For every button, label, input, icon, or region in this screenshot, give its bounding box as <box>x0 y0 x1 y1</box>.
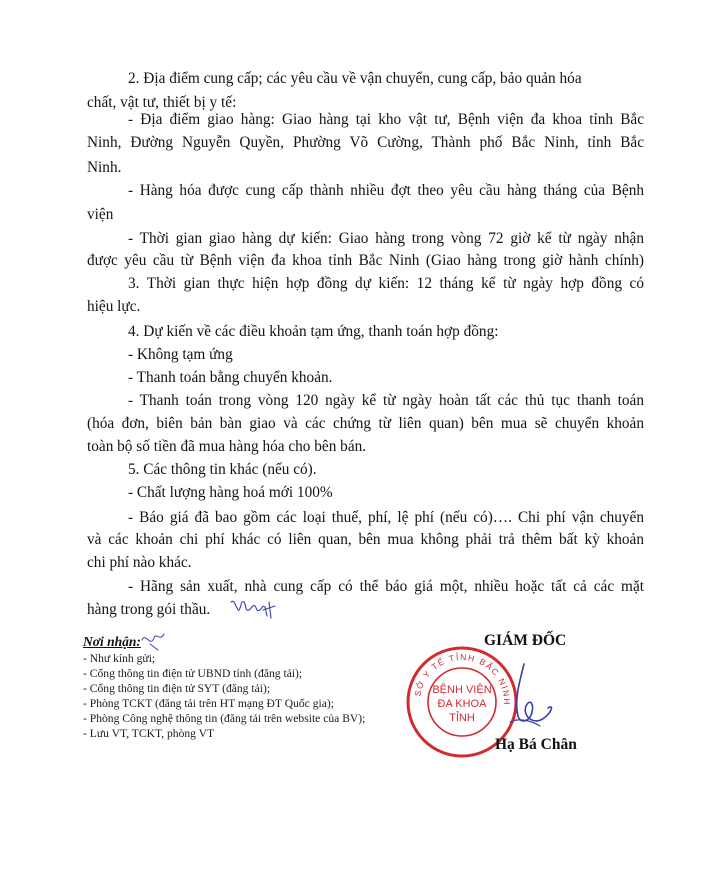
body-line: và các khoản chi phí khác có liên quan, bên mua không phải trả thêm bất kỳ khoản <box>87 531 644 548</box>
initials-scribble <box>229 596 279 620</box>
recipient-item: - Phòng Công nghệ thông tin (đăng tải trên website của BV); <box>83 712 366 725</box>
body-line: Ninh, Đường Nguyễn Quyền, Phường Võ Cường, Thành phố Bắc Ninh, tỉnh Bắc <box>87 134 644 151</box>
body-line: 3. Thời gian thực hiện hợp đồng dự kiến: 12 tháng kể từ ngày hợp đồng có <box>128 275 644 292</box>
body-line: - Hãng sản xuất, nhà cung cấp có thể báo giá một, nhiều hoặc tất cả các mặt <box>128 578 644 595</box>
body-line: 2. Địa điểm cung cấp; các yêu cầu về vận chuyển, cung cấp, bảo quản hóa <box>128 70 582 87</box>
body-line: - Địa điểm giao hàng: Giao hàng tại kho vật tư, Bệnh viện đa khoa tỉnh Bắc <box>128 111 644 128</box>
recipient-item: - Như kính gửi; <box>83 652 156 665</box>
body-line: - Báo giá đã bao gồm các loại thuế, phí, lệ phí (nếu có)…. Chi phí vận chuyển <box>128 509 644 526</box>
body-line: - Chất lượng hàng hoá mới 100% <box>128 484 333 501</box>
recipients-check-mark <box>138 628 172 652</box>
body-line: - Thanh toán trong vòng 120 ngày kể từ ngày hoàn tất các thủ tục thanh toán <box>128 392 644 409</box>
body-line: - Thời gian giao hàng dự kiến: Giao hàng trong vòng 72 giờ kể từ ngày nhận <box>128 230 644 247</box>
seal-ring-text: SỞ Y TẾ TỈNH BẮC NINH <box>412 651 513 706</box>
body-line: chất, vật tư, thiết bị y tế: <box>87 94 237 111</box>
seal-center-line: TỈNH <box>449 712 475 724</box>
recipient-item: - Cổng thông tin điện tử SYT (đăng tải); <box>83 682 271 695</box>
body-line: - Thanh toán bằng chuyển khoản. <box>128 369 333 386</box>
body-line: - Không tạm ứng <box>128 346 233 363</box>
body-line: (hóa đơn, biên bản bàn giao và các chứng từ liên quan) bên mua sẽ chuyển khoản <box>87 415 644 432</box>
body-line: toàn bộ số tiền đã mua hàng hóa cho bên bán. <box>87 438 367 455</box>
body-line: hàng trong gói thầu. <box>87 601 211 618</box>
recipients-title: Nơi nhận: <box>83 634 141 649</box>
body-line: Ninh. <box>87 159 122 176</box>
seal-center-line: ĐA KHOA <box>437 698 487 710</box>
director-signature <box>500 660 560 740</box>
body-line: được yêu cầu từ Bệnh viện đa khoa tỉnh Bắc Ninh (Giao hàng trong giờ hành chính) <box>87 252 644 269</box>
body-line: hiệu lực. <box>87 298 141 315</box>
body-line: 5. Các thông tin khác (nếu có). <box>128 461 317 478</box>
recipient-item: - Lưu VT, TCKT, phòng VT <box>83 727 215 740</box>
body-line: viện <box>87 206 114 223</box>
seal-center-line: BỆNH VIỆN <box>432 684 492 696</box>
body-line: 4. Dự kiến về các điều khoản tạm ứng, thanh toán hợp đồng: <box>128 323 499 340</box>
signer-name: Hạ Bá Chân <box>495 736 577 753</box>
recipient-item: - Cổng thông tin điện tử UBND tỉnh (đăng tải); <box>83 667 303 680</box>
recipient-item: - Phòng TCKT (đăng tải trên HT mạng ĐT Quốc gia); <box>83 697 334 710</box>
signature-title: GIÁM ĐỐC <box>484 632 567 649</box>
body-line: - Hàng hóa được cung cấp thành nhiều đợt theo yêu cầu hàng tháng của Bệnh <box>128 182 644 199</box>
body-line: chi phí nào khác. <box>87 554 192 571</box>
